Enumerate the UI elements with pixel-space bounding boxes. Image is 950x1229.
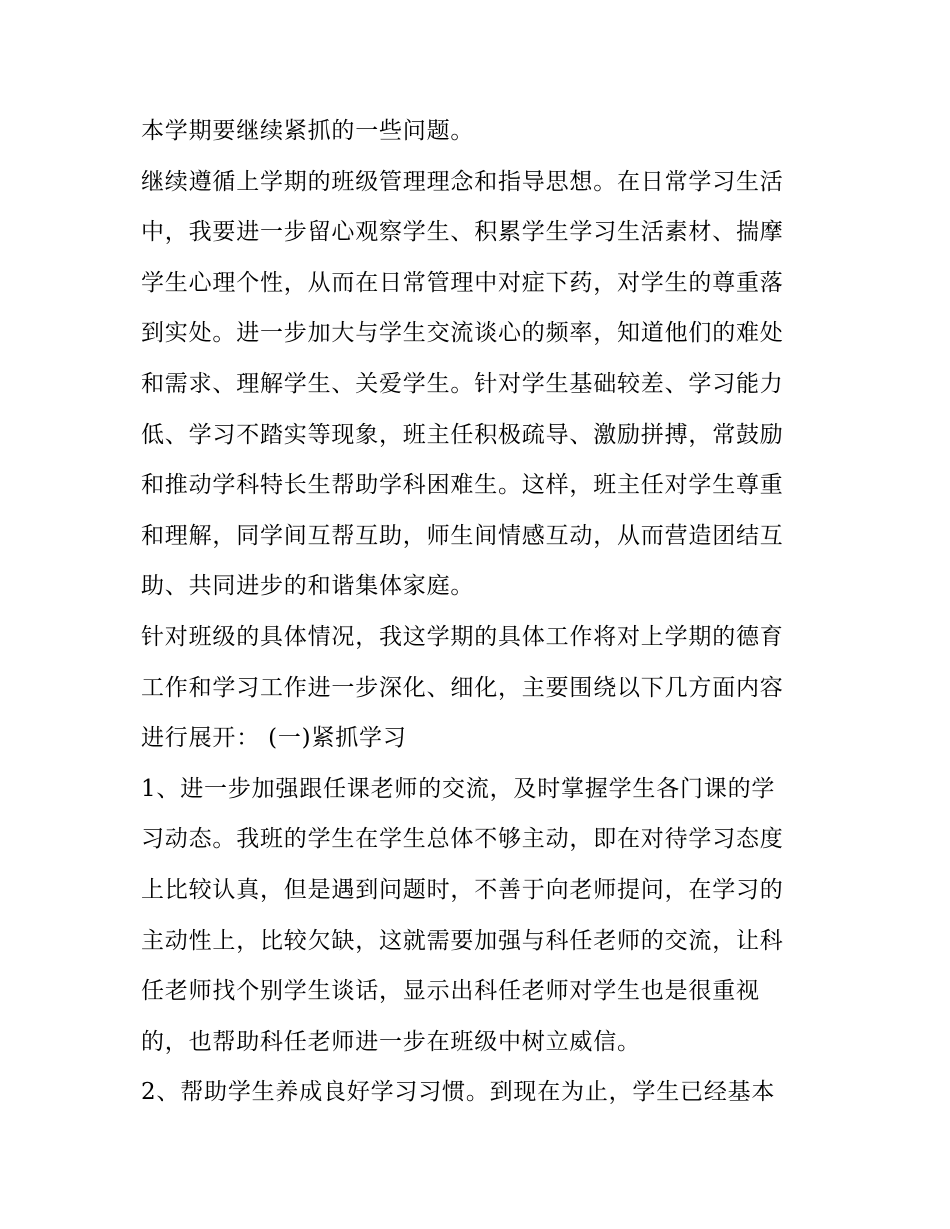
text-line-10: 助、共同进步的和谐集体家庭。	[141, 573, 475, 600]
text-line-16: 上比较认真，但是遇到问题时，不善于向老师提问，在学习的	[141, 876, 784, 903]
text-line-18: 任老师找个别学生谈话，显示出科任老师对学生也是很重视	[141, 978, 760, 1005]
text-line-6: 和需求、理解学生、关爱学生。针对学生基础较差、学习能力	[141, 370, 784, 397]
text-line-20: 2、帮助学生养成良好学习习惯。到现在为止，学生已经基本	[141, 1079, 776, 1106]
text-line-7: 低、学习不踏实等现象，班主任积极疏导、激励拼搏，常鼓励	[141, 421, 784, 448]
text-line-14: 1、进一步加强跟任课老师的交流，及时掌握学生各门课的学	[141, 775, 776, 802]
text-line-3: 中，我要进一步留心观察学生、积累学生学习生活素材、揣摩	[141, 219, 784, 246]
text-line-2: 继续遵循上学期的班级管理理念和指导思想。在日常学习生活	[141, 168, 784, 195]
text-line-5: 到实处。进一步加大与学生交流谈心的频率，知道他们的难处	[141, 320, 784, 347]
text-line-9: 和理解，同学间互帮互助，师生间情感互动，从而营造团结互	[141, 522, 784, 549]
text-line-11: 针对班级的具体情况，我这学期的具体工作将对上学期的德育	[141, 623, 784, 650]
text-line-15: 习动态。我班的学生在学生总体不够主动，即在对待学习态度	[141, 826, 784, 853]
text-line-8: 和推动学科特长生帮助学科困难生。这样，班主任对学生尊重	[141, 472, 784, 499]
text-line-19: 的，也帮助科任老师进一步在班级中树立威信。	[141, 1028, 641, 1055]
text-line-4: 学生心理个性，从而在日常管理中对症下药，对学生的尊重落	[141, 269, 784, 296]
text-line-1: 本学期要继续紧抓的一些问题。	[141, 118, 475, 144]
body-text	[141, 106, 821, 1118]
text-line-13: 进行展开： (一)紧抓学习	[141, 725, 407, 752]
text-line-12: 工作和学习工作进一步深化、细化，主要围绕以下几方面内容	[141, 674, 784, 701]
text-line-17: 主动性上，比较欠缺，这就需要加强与科任老师的交流，让科	[141, 927, 784, 954]
